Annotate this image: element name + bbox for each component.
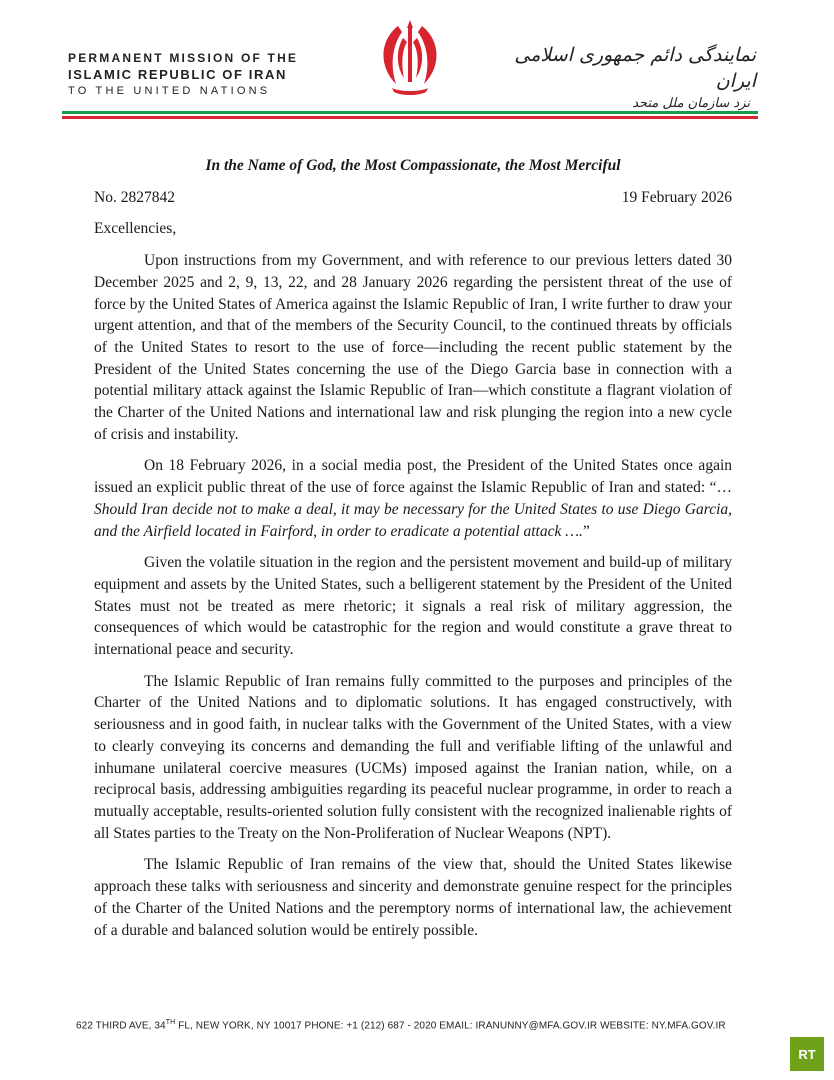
letter-body: [94, 155, 732, 951]
letter-number: No. 2827842: [94, 188, 175, 206]
iran-emblem-icon: [370, 18, 450, 98]
letter-date: 19 February 2026: [621, 188, 732, 206]
mission-name-persian: [476, 42, 756, 114]
paragraph-3: Given the volatile situation in the region and the persistent movement and build-up of military equipment and assets by the United States, such a belligerent statement by the President of the United States must not be treated as mere rhetoric; it signals a real risk of military aggression, the consequences of which would be catastrophic for the region and would constitute a grave threat to international peace and security.: [94, 554, 732, 659]
salutation: Excellencies,: [94, 220, 177, 238]
paragraph-4: The Islamic Republic of Iran remains fully committed to the purposes and principles of the Charter of the United Nations and to diplomatic solutions. It has engaged constructively, with seriousness and in good faith, in nuclear talks with the Government of the United States, with a view to clearly conveying its concerns and demanding the full and verifiable lifting of the unlawful and inhumane unilateral coercive measures (UCMs) imposed against the Iranian nation, while, on a reciprocal basis, addressing ambiguities regarding its peaceful nuclear programme, in order to reach a mutually acceptable, results-oriented solution fully consistent with the recognized inalienable rights of all States parties to the Treaty on the Non-Proliferation of Nuclear Weapons (NPT).: [94, 672, 732, 842]
persian-line-2: نزد سازمان ملل متحد: [632, 96, 750, 111]
reference-line: [94, 187, 732, 209]
paragraph-2-close: ”: [582, 522, 590, 540]
footer-address-pre: 622 THIRD AVE, 34: [76, 1020, 166, 1032]
persian-line-1: نمایندگی دائم جمهوری اسلامی ایران: [514, 44, 756, 92]
mission-name-english: [68, 50, 298, 99]
rt-watermark-badge: RT: [790, 1037, 824, 1071]
mission-line-2: ISLAMIC REPUBLIC OF IRAN: [68, 67, 287, 82]
paragraph-1: Upon instructions from my Government, and with reference to our previous letters dated 30 December 2025 and 2, 9, 13, 22, and 28 January 2026 regarding the persistent threat of the use of force by the United States of America against the Islamic Republic of Iran, I write further to draw your urgent attention, and that of the members of the Security Council, to the continued threats by officials of the United States to resort to the use of force—including the recent public statement by the President of the United States concerning the use of the Diego Garcia base in connection with a potential military attack against the Islamic Republic of Iran—which constitute a flagrant violation of the Charter of the United Nations and international law and risk plunging the region into a new cycle of crisis and instability.: [94, 252, 732, 443]
footer-address-sup: TH: [165, 1019, 176, 1026]
paragraph-2-intro: On 18 February 2026, in a social media post, the President of the United States once again issued an explicit public threat of the use of force against the Islamic Republic of Iran and stated: “…: [94, 457, 732, 497]
mission-line-3: TO THE UNITED NATIONS: [68, 85, 271, 97]
mission-line-1: PERMANENT MISSION OF THE: [68, 51, 299, 65]
paragraph-2-quote: Should Iran decide not to make a deal, it may be necessary for the United States to use Diego Garcia, and the Airfield located in Fairford, in order to eradicate a potential attack ….: [94, 500, 732, 540]
paragraph-2: [94, 455, 732, 542]
invocation: In the Name of God, the Most Compassionate, the Most Merciful: [205, 157, 621, 174]
letterhead: [0, 0, 834, 130]
flag-stripe-red: [62, 116, 758, 119]
paragraph-5: The Islamic Republic of Iran remains of the view that, should the United States likewise approach these talks with seriousness and sincerity and demonstrate genuine respect for the principles of the Charter of the United Nations and the peremptory norms of international law, the achievement of a durable and balanced solution would be entirely possible.: [94, 856, 732, 939]
footer-contact: [76, 1019, 766, 1031]
footer-address-post: FL, NEW YORK, NY 10017 PHONE: +1 (212) 687 - 2020 EMAIL: IRANUNNY@MFA.GOV.IR WEBSITE: NY.MFA.GOV.IR: [175, 1020, 726, 1032]
